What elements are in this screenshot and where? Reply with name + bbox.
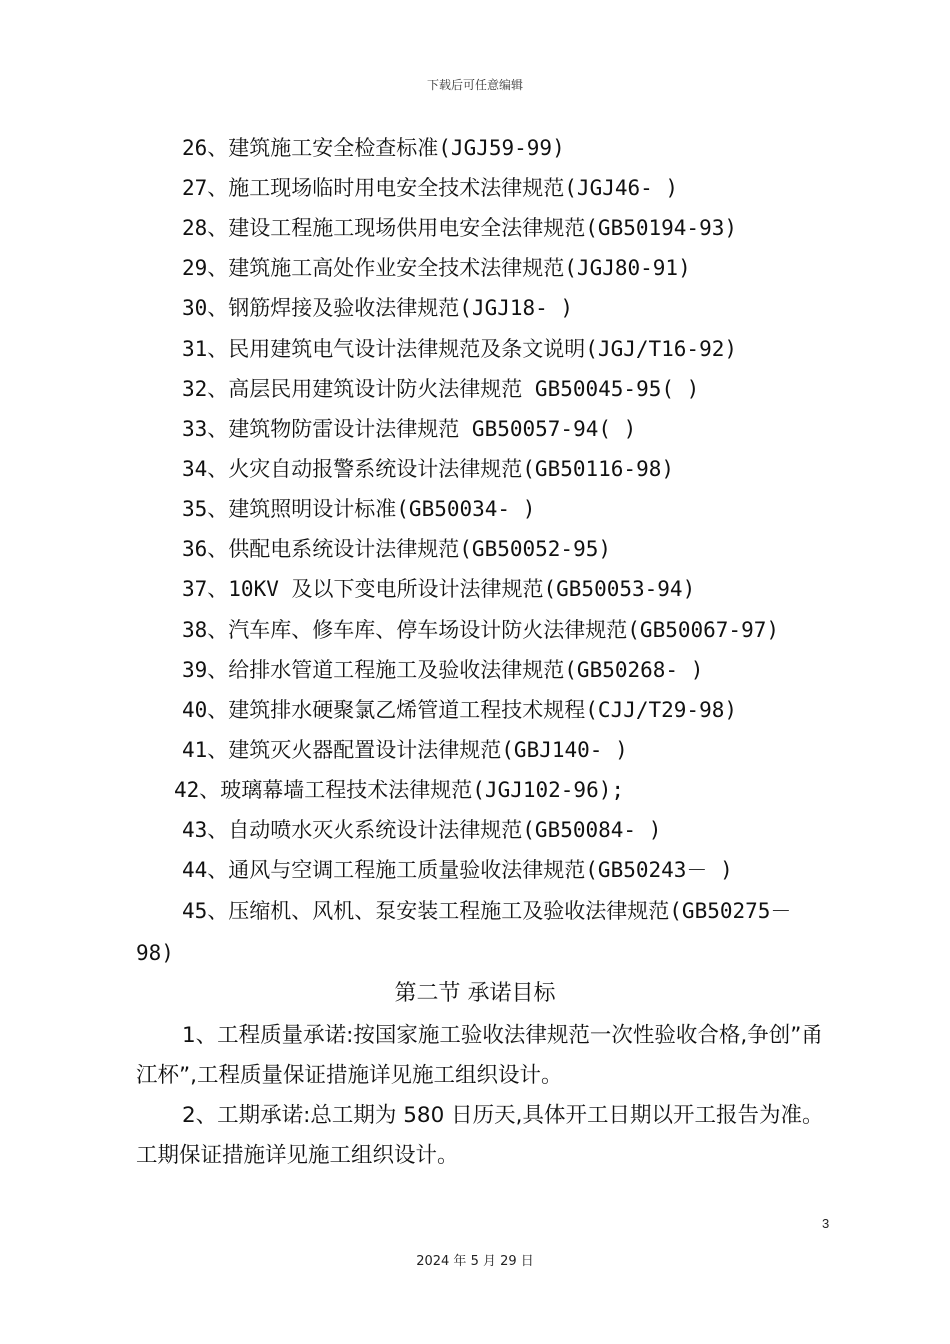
quality-commitment-paragraph: 1、工程质量承诺:按国家施工验收法律规范一次性验收合格,争创”甬江杯”,工程质量保证措施详见施工组织设计。 xyxy=(136,1023,823,1088)
list-item: 32、高层民用建筑设计防火法律规范 GB50045-95( ) xyxy=(182,377,700,401)
list-item: 34、火灾自动报警系统设计法律规范(GB50116-98) xyxy=(182,457,675,481)
page-number: 3 xyxy=(822,1216,830,1231)
list-item-continuation: 98) xyxy=(136,941,174,965)
list-item: 26、建筑施工安全检查标准(JGJ59-99) xyxy=(182,136,565,160)
section-title: 第二节 承诺目标 xyxy=(394,981,556,1006)
list-item: 39、给排水管道工程施工及验收法律规范(GB50268- ) xyxy=(182,658,704,682)
list-item: 29、建筑施工高处作业安全技术法律规范(JGJ80-91) xyxy=(182,256,691,280)
list-item: 30、钢筋焊接及验收法律规范(JGJ18- ) xyxy=(182,296,574,320)
list-item: 33、建筑物防雷设计法律规范 GB50057-94( ) xyxy=(182,417,637,441)
list-item: 37、10KV 及以下变电所设计法律规范(GB50053-94) xyxy=(182,577,696,601)
list-item: 31、民用建筑电气设计法律规范及条文说明(JGJ/T16-92) xyxy=(182,337,738,361)
list-item: 40、建筑排水硬聚氯乙烯管道工程技术规程(CJJ/T29-98) xyxy=(182,698,738,722)
list-item: 35、建筑照明设计标准(GB50034- ) xyxy=(182,497,536,521)
list-item: 27、施工现场临时用电安全技术法律规范(JGJ46- ) xyxy=(182,176,679,200)
list-item: 45、压缩机、风机、泵安装工程施工及验收法律规范(GB50275－ xyxy=(182,899,792,923)
schedule-commitment-paragraph: 2、工期承诺:总工期为 580 日历天,具体开工日期以开工报告为准。工期保证措施详见施工组织设计。 xyxy=(136,1103,824,1168)
list-item: 28、建设工程施工现场供用电安全法律规范(GB50194-93) xyxy=(182,216,738,240)
page-header: 下载后可任意编辑 xyxy=(426,78,523,92)
list-item: 44、通风与空调工程施工质量验收法律规范(GB50243－ ) xyxy=(182,858,733,882)
list-item: 42、玻璃幕墙工程技术法律规范(JGJ102-96); xyxy=(174,778,625,802)
page-footer-date: 2024 年 5 月 29 日 xyxy=(416,1254,534,1269)
list-item: 43、自动喷水灭火系统设计法律规范(GB50084- ) xyxy=(182,818,662,842)
list-item: 36、供配电系统设计法律规范(GB50052-95) xyxy=(182,537,612,561)
list-item: 41、建筑灭火器配置设计法律规范(GBJ140- ) xyxy=(182,738,628,762)
list-item: 38、汽车库、修车库、停车场设计防火法律规范(GB50067-97) xyxy=(182,618,780,642)
